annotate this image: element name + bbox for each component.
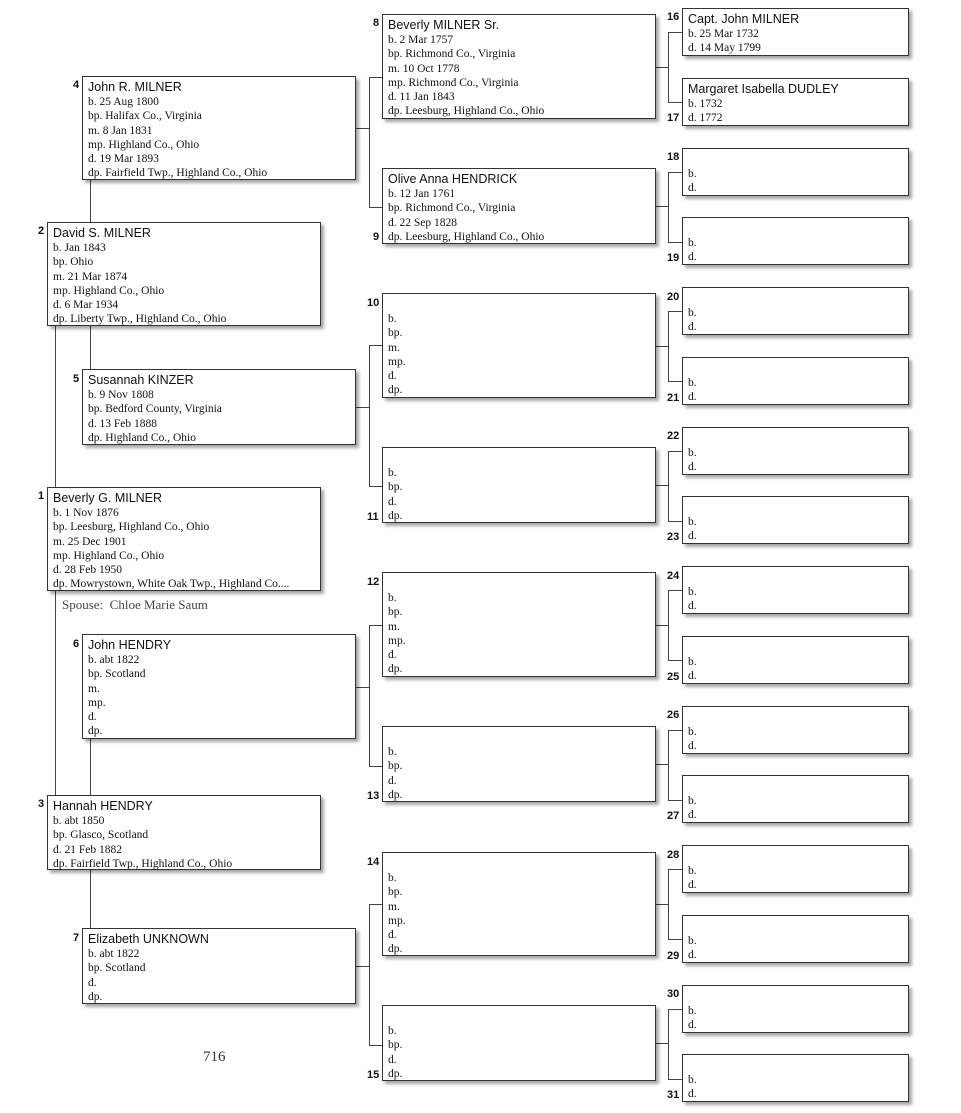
birth-date: b. 12 Jan 1761 [388,188,456,200]
person-name [388,1009,650,1024]
birth-place: bp. [388,1039,403,1052]
person-box-4[interactable] [82,76,356,180]
connector-line [668,172,682,173]
connector-line [668,32,669,102]
birth-place: bp. Richmond Co., Virginia [388,202,516,215]
birth-date: b. 1 Nov 1876 [53,507,119,519]
death-date: d. 22 Sep 1828 [388,216,457,229]
death-date: d. [88,976,97,989]
person-box-23[interactable] [682,496,909,544]
spouse-line [62,597,208,613]
death-place: dp. [388,1067,403,1080]
death-date: d. [688,321,697,334]
person-name: John R. MILNER [88,80,182,94]
connector-line [655,625,668,626]
death-date: d. [688,251,697,264]
connector-line [369,625,370,766]
connector-line [668,869,669,939]
connector-line [369,345,370,486]
birth-date: b. 25 Mar 1732 [688,28,759,40]
death-date: d. 14 May 1799 [688,42,761,55]
death-place: dp. Mowrystown, White Oak Twp., Highland Co.... [53,578,290,591]
person-box-21[interactable] [682,357,909,405]
person-box-10[interactable] [382,293,656,398]
birth-date: b. [388,746,397,758]
person-name [688,710,903,725]
connector-line [655,904,668,905]
person-number: 21 [667,392,680,404]
connector-line [355,687,369,688]
death-date: d. [388,929,397,942]
person-name: Elizabeth UNKNOWN [88,932,209,946]
birth-date: b. abt 1850 [53,815,105,827]
death-place: dp. [388,384,403,397]
death-date: d. 21 Feb 1882 [53,843,122,856]
death-date: d. [688,670,697,683]
person-name [688,152,903,167]
person-number: 11 [367,511,379,523]
connector-line [668,1009,669,1079]
person-name [688,1058,903,1073]
birth-date: b. [688,307,697,319]
birth-place: bp. [388,481,403,494]
connector-line [369,207,382,208]
person-number: 27 [667,810,680,822]
death-date: d. [88,711,97,724]
person-name [688,431,903,446]
spouse-name: Chloe Marie Saum [109,597,208,612]
birth-date: b. [388,467,397,479]
person-number: 31 [667,1089,680,1101]
person-name [688,361,903,376]
death-date: d. 6 Mar 1934 [53,299,119,312]
death-date: d. 1772 [688,112,723,125]
person-box-14[interactable] [382,852,656,956]
birth-place: bp. Leesburg, Highland Co., Ohio [53,521,210,534]
person-number: 3 [38,798,45,810]
connector-line [668,590,682,591]
connector-line [369,625,382,626]
birth-place: bp. Ohio [53,256,94,269]
connector-line [668,730,669,800]
connector-line [668,939,682,940]
birth-place: bp. Scotland [88,962,146,975]
death-date: d. [688,949,697,962]
person-number: 2 [38,225,45,237]
death-date: d. [688,879,697,892]
person-number: 30 [667,988,680,1000]
marriage-date: m. 25 Dec 1901 [53,535,127,548]
person-number: 23 [667,531,680,543]
birth-place: bp. Scotland [88,668,146,681]
marriage-date: m. [388,620,400,633]
death-date: d. [688,809,697,822]
birth-date: b. [688,865,697,877]
death-date: d. [688,461,697,474]
death-place: dp. Leesburg, Highland Co., Ohio [388,230,545,243]
person-box-25[interactable] [682,636,909,684]
connector-line [369,77,382,78]
birth-place: bp. Glasco, Scotland [53,829,149,842]
person-name: Beverly G. MILNER [53,491,163,505]
birth-place: bp. [388,606,403,619]
person-name: Susannah KINZER [88,373,194,387]
birth-date: b. 1732 [688,98,723,110]
birth-date: b. [688,795,697,807]
marriage-place: mp. [388,634,406,647]
birth-date: b. Jan 1843 [53,242,106,254]
birth-date: b. [388,1025,397,1037]
birth-date: b. 2 Mar 1757 [388,34,454,46]
death-date: d. [688,530,697,543]
death-date: d. 13 Feb 1888 [88,417,157,430]
death-place: dp. Fairfield Twp., Highland Co., Ohio [88,167,268,180]
page-number: 716 [203,1049,226,1065]
person-number: 24 [667,570,680,582]
person-name [688,779,903,794]
person-box-22[interactable] [682,427,909,475]
death-place: dp. Highland Co., Ohio [88,431,196,444]
connector-line [668,521,682,522]
connector-line [369,904,370,1045]
person-number: 29 [667,950,680,962]
connector-line [655,67,668,68]
birth-date: b. [688,377,697,389]
marriage-place: mp. [388,914,406,927]
person-box-27[interactable] [682,775,909,823]
person-box-26[interactable] [682,706,909,754]
person-box-31[interactable] [682,1054,909,1102]
person-name: Margaret Isabella DUDLEY [688,82,839,96]
death-date: d. 19 Mar 1893 [88,153,159,166]
person-name [388,576,650,591]
death-date: d. 28 Feb 1950 [53,564,122,577]
birth-date: b. 9 Nov 1808 [88,389,154,401]
marriage-place: mp. [88,696,106,709]
person-number: 1 [38,490,45,502]
birth-date: b. [688,935,697,947]
birth-date: b. abt 1822 [88,948,140,960]
marriage-date: m. 10 Oct 1778 [388,62,460,75]
death-place: dp. Leesburg, Highland Co., Ohio [388,105,545,118]
person-box-18[interactable] [682,148,909,196]
connector-line [668,590,669,660]
death-place: dp. [388,509,403,522]
person-name [388,297,650,312]
birth-date: b. [688,237,697,249]
death-place: dp. [388,663,403,676]
connector-line [55,591,56,795]
connector-line [668,172,669,242]
person-number: 16 [667,11,680,23]
connector-line [369,1045,382,1046]
person-name [688,989,903,1004]
connector-line [668,730,682,731]
person-name: Beverly MILNER Sr. [388,18,500,32]
person-name: David S. MILNER [53,226,151,240]
person-number: 19 [667,252,680,264]
marriage-place: mp. Highland Co., Ohio [53,284,165,297]
person-box-13[interactable] [382,726,656,802]
person-box-5[interactable] [82,369,356,445]
connector-line [355,128,369,129]
birth-place: bp. [388,886,403,899]
person-number: 7 [73,932,80,944]
person-number: 12 [367,576,380,588]
person-box-9[interactable] [382,168,656,244]
birth-date: b. [688,726,697,738]
person-name [688,291,903,306]
connector-line [369,766,382,767]
birth-date: b. [688,168,697,180]
person-name: John HENDRY [88,638,172,652]
person-box-1[interactable] [47,487,321,591]
person-number: 8 [373,17,380,29]
connector-line [369,345,382,346]
person-name [388,856,650,871]
birth-date: b. [688,1005,697,1017]
death-date: d. [388,1053,397,1066]
marriage-date: m. [88,682,100,695]
birth-place: bp. [388,327,403,340]
death-place: dp. [88,725,103,738]
marriage-place: mp. Richmond Co., Virginia [388,76,519,89]
connector-line [668,32,682,33]
connector-line [655,346,668,347]
death-date: d. [688,182,697,195]
person-number: 6 [73,638,80,650]
person-number: 18 [667,151,680,163]
marriage-place: mp. Highland Co., Ohio [53,549,165,562]
person-box-3[interactable] [47,795,321,870]
person-box-15[interactable] [382,1005,656,1081]
connector-line [668,102,682,103]
death-place: dp. Liberty Twp., Highland Co., Ohio [53,313,227,326]
person-box-29[interactable] [682,915,909,963]
connector-line [90,739,91,795]
connector-line [668,451,669,521]
connector-line [655,764,668,765]
connector-line [55,326,56,487]
person-name [688,640,903,655]
person-number: 14 [367,856,380,868]
connector-line [668,242,682,243]
connector-line [668,311,682,312]
person-box-7[interactable] [82,928,356,1004]
connector-line [668,800,682,801]
person-box-24[interactable] [682,566,909,614]
death-date: d. [388,649,397,662]
person-name [688,570,903,585]
connector-line [369,904,382,905]
person-number: 4 [73,79,80,91]
person-number: 25 [667,671,680,683]
person-name [388,451,650,466]
person-name [688,849,903,864]
connector-line [668,1079,682,1080]
death-date: d. [388,495,397,508]
person-name: Hannah HENDRY [53,799,153,813]
death-date: d. 11 Jan 1843 [388,91,455,104]
connector-line [668,869,682,870]
marriage-date: m. [388,900,400,913]
person-box-17[interactable] [682,78,909,126]
birth-date: b. [688,447,697,459]
person-number: 26 [667,709,680,721]
person-number: 9 [373,231,380,243]
marriage-date: m. [388,341,400,354]
birth-place: bp. Richmond Co., Virginia [388,48,516,61]
connector-line [668,381,682,382]
birth-date: b. 25 Aug 1800 [88,96,159,108]
person-number: 13 [367,790,380,802]
birth-place: bp. Halifax Co., Virginia [88,110,202,123]
person-box-16[interactable] [682,8,909,56]
connector-line [668,1009,682,1010]
birth-date: b. [688,1074,697,1086]
death-place: dp. [388,943,403,956]
death-date: d. [688,1088,697,1101]
person-box-8[interactable] [382,14,656,119]
connector-line [369,77,370,207]
birth-place: bp. [388,760,403,773]
death-place: dp. Fairfield Twp., Highland Co., Ohio [53,857,233,870]
connector-line [655,1043,668,1044]
person-box-28[interactable] [682,845,909,893]
death-date: d. [688,740,697,753]
death-place: dp. [88,990,103,1003]
marriage-date: m. 8 Jan 1831 [88,124,153,137]
connector-line [369,486,382,487]
connector-line [90,870,91,928]
person-box-19[interactable] [682,217,909,265]
connector-line [90,326,91,369]
marriage-place: mp. Highland Co., Ohio [88,138,200,151]
connector-line [655,485,668,486]
person-box-6[interactable] [82,634,356,739]
death-date: d. [388,370,397,383]
person-number: 5 [73,373,80,385]
birth-date: b. [688,656,697,668]
person-box-2[interactable] [47,222,321,326]
spouse-label: Spouse: [62,597,104,612]
person-box-20[interactable] [682,287,909,335]
connector-line [668,660,682,661]
person-name [688,500,903,515]
person-name [688,221,903,236]
birth-date: b. [388,592,397,604]
death-date: d. [688,1019,697,1032]
death-date: d. [388,774,397,787]
person-name [688,919,903,934]
death-date: d. [688,600,697,613]
person-box-11[interactable] [382,447,656,523]
birth-date: b. [688,586,697,598]
person-number: 20 [667,291,680,303]
person-name: Capt. John MILNER [688,12,800,26]
person-number: 10 [367,297,380,309]
death-place: dp. [388,788,403,801]
person-box-12[interactable] [382,572,656,677]
connector-line [668,451,682,452]
connector-line [355,966,369,967]
birth-date: b. [688,516,697,528]
person-number: 15 [367,1069,380,1081]
birth-date: b. abt 1822 [88,654,140,666]
birth-date: b. [388,313,397,325]
person-number: 17 [667,112,680,124]
marriage-date: m. 21 Mar 1874 [53,270,128,283]
person-number: 28 [667,849,680,861]
person-box-30[interactable] [682,985,909,1033]
birth-date: b. [388,872,397,884]
person-number: 22 [667,430,680,442]
connector-line [668,311,669,381]
person-name [388,730,650,745]
death-date: d. [688,391,697,404]
connector-line [655,206,668,207]
connector-line [90,180,91,222]
person-name: Olive Anna HENDRICK [388,172,518,186]
marriage-place: mp. [388,355,406,368]
birth-place: bp. Bedford County, Virginia [88,403,222,416]
connector-line [355,407,369,408]
